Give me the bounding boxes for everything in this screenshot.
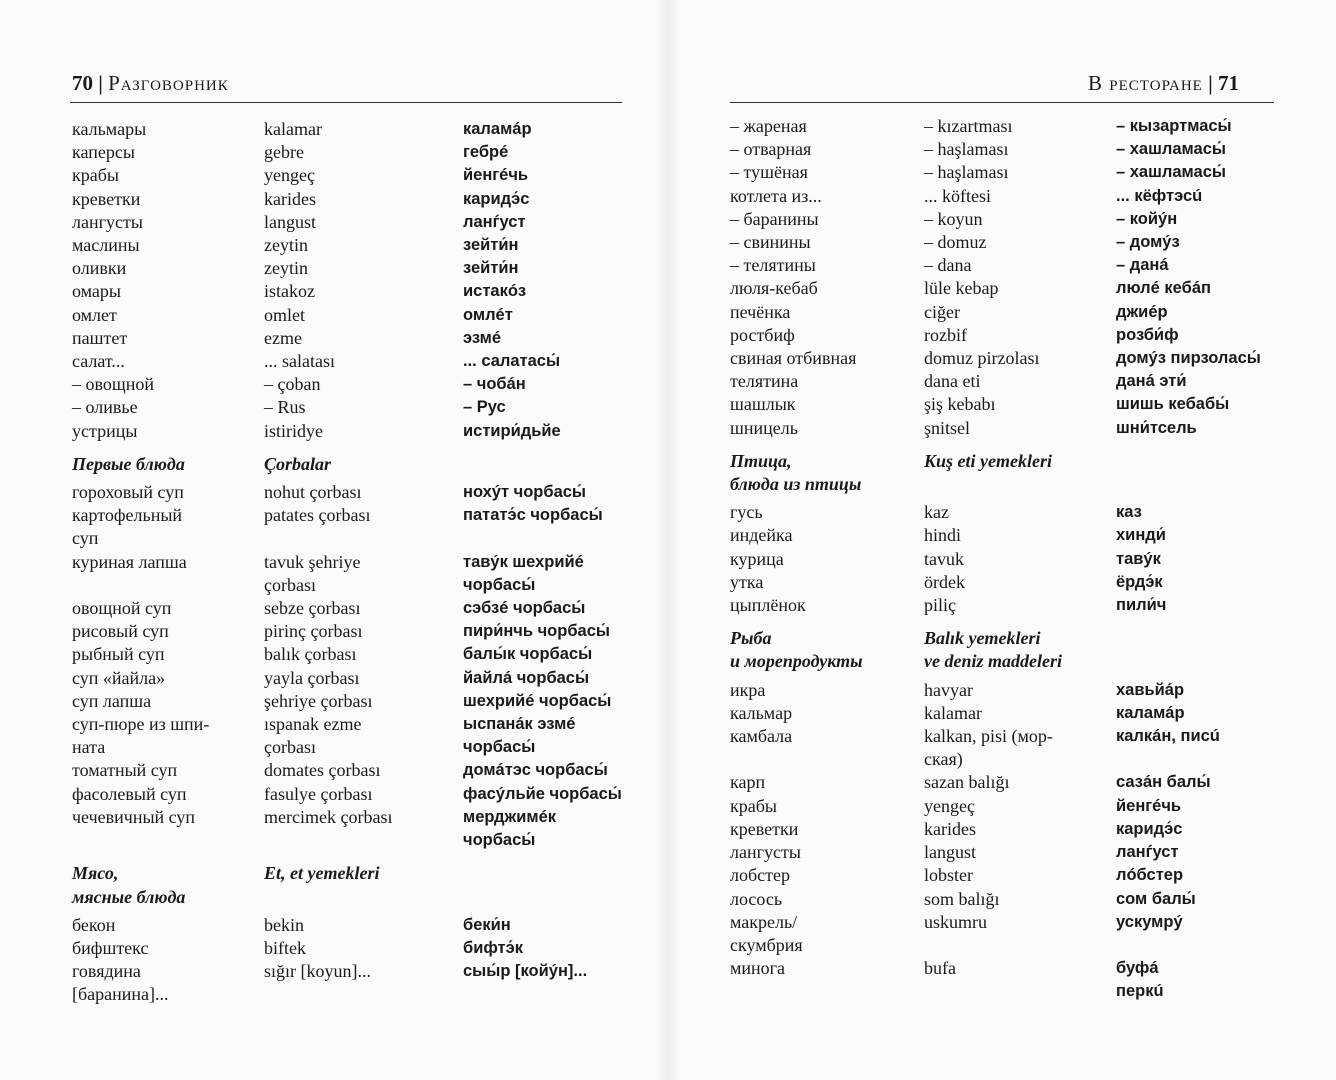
entry-tr: yayla çorbası [264,667,360,688]
right-column-transcription [1116,115,1261,1004]
entry-tr-ru: розби́ф [1116,325,1179,344]
entry-tr: bekin [264,914,304,935]
entry-ru: котлета из... [730,185,822,206]
entry-tr-ru: ланѓуст [1116,843,1179,862]
entry-tr-ru: – домýз [1116,233,1180,252]
section-heading-tr_ru [463,862,622,908]
heading-line: Мясо, [72,863,119,884]
entry-tr-ru: – Рус [463,398,506,417]
entry-ru: картофельный [72,505,183,526]
entry-tr: – çoban [264,374,321,395]
entry-tr: ördek [924,571,965,592]
entry-tr: – domuz [924,232,987,253]
entry-tr: sebze çorbası [264,598,361,619]
entry-tr-ru: йайлá чорбасы́ [463,668,590,687]
entry-tr: bufa [924,958,956,979]
entry-tr: çorbası [264,737,316,758]
left-header-rule [70,102,622,103]
left-page-number: 70 [72,71,93,95]
entry-ru: шашлык [730,394,796,415]
entry-tr-ru: каридэ́с [1116,819,1183,838]
entry-tr: karides [264,188,316,209]
left-column-turkish [264,118,392,1007]
entry-tr: tavuk şehriye [264,551,361,572]
section-heading-tr_ru [1116,450,1261,496]
entry-tr-ru: ... салатасы́ [463,352,561,371]
entry-tr-ru: нохýт чорбасы́ [463,483,587,502]
entry-tr: çorbası [264,574,316,595]
entry-tr: ciğer [924,301,960,322]
entry-tr: ... köftesi [924,185,991,206]
heading-line: Kuş eti yemekleri [924,450,1052,471]
entry-tr-ru: джиéр [1116,302,1168,321]
entry-tr-ru: пири́нчь чорбасы́ [463,622,610,641]
entry-tr-ru: эзмé [463,328,502,347]
right-page-header [1088,70,1239,96]
entry-tr-ru: тавýк шехрийé [463,552,584,571]
entry-tr-ru: шишь кебабы́ [1116,395,1230,414]
entry-ru: омары [72,281,122,302]
right-running-title: В ресторане [1088,71,1203,95]
entry-ru: камбала [730,726,793,747]
entry-ru: суп лапша [72,690,152,711]
entry-tr: istakoz [264,281,315,302]
entry-tr-ru: домáтэс чорбасы́ [463,761,608,780]
entry-ru: гороховый суп [72,482,184,503]
entry-ru: крабы [730,795,777,816]
entry-tr-ru: зейти́н [463,236,519,255]
heading-line: Çorbalar [264,453,332,474]
entry-tr-ru: ... кёфтэсú [1116,186,1203,205]
entry-ru: кальмары [72,119,147,139]
entry-ru: томатный суп [72,760,178,781]
section-heading-ru [730,450,863,496]
entry-ru: – тушёная [730,162,808,183]
entry-tr-ru: сазáн балы́ [1116,773,1211,792]
section-heading-ru [72,453,209,476]
section-heading-ru [730,627,863,673]
entry-tr: domuz pirzolası [924,348,1040,369]
entry-ru: крабы [72,165,119,186]
entry-tr-ru: бифтэ́к [463,938,524,957]
entry-tr-ru: каламáр [1116,703,1185,722]
entry-tr-ru: – данá [1116,256,1169,275]
section-heading-ru [72,862,209,908]
entry-tr: biftek [264,937,306,958]
entry-ru: рисовый суп [72,621,169,642]
entry-tr-ru: буфá [1116,959,1159,978]
heading-line [463,886,622,909]
entry-ru: суп [72,528,99,549]
entry-ru: скумбрия [730,934,803,955]
entry-tr-ru: гебрé [463,143,509,162]
heading-line: мясные блюда [72,886,186,907]
entry-tr-ru: пили́ч [1116,596,1167,615]
entry-tr-ru: калкáн, писú [1116,727,1220,746]
entry-ru: овощной суп [72,598,172,619]
entry-tr: kalamar [924,702,982,723]
entry-ru: ната [72,737,106,758]
entry-ru: маслины [72,235,140,256]
entry-ru: креветки [72,188,141,209]
left-page [0,0,660,1080]
header-separator: | [98,71,103,95]
entry-tr: zeytin [264,235,308,256]
entry-ru: – жареная [730,116,807,136]
entry-tr: havyar [924,679,973,700]
entry-tr-ru [1116,934,1261,957]
entry-ru: – овощной [72,374,155,395]
right-column-russian [730,115,863,1004]
section-heading-tr [924,627,1062,673]
entry-tr-ru: люлé кебáп [1116,279,1211,298]
entry-ru: чечевичный суп [72,806,196,827]
entry-tr-ru: омлéт [463,305,513,324]
entry-ru: – свинины [730,232,811,253]
entry-ru: говядина [72,961,141,982]
entry-tr: – haşlaması [924,162,1009,183]
entry-ru: паштет [72,327,128,348]
entry-tr: sazan balığı [924,772,1010,793]
right-header-rule [730,102,1274,103]
entry-tr-ru: ыспанáк эзмé [463,715,576,734]
entry-tr: ıspanak ezme [264,714,362,735]
heading-line [463,453,622,476]
right-page [676,0,1336,1080]
entry-tr: langust [924,842,976,863]
entry-ru: суп-пюре из шпи- [72,714,210,735]
entry-ru: лосось [730,888,783,909]
section-heading-tr_ru [463,453,622,476]
entry-tr-ru: – чобáн [463,375,526,394]
entry-tr: nohut çorbası [264,482,362,503]
entry-tr: hindi [924,525,962,546]
entry-tr: balık çorbası [264,644,357,665]
entry-tr: şnitsel [924,417,971,438]
entry-ru: бифштекс [72,937,149,958]
entry-ru: курица [730,548,784,569]
section-heading-tr [924,450,1062,496]
entry-tr-ru: ланѓуст [463,212,526,231]
entry-tr: lüle kebap [924,278,999,299]
section-heading-tr [264,862,392,908]
entry-tr-ru: домýз пирзоласы́ [1116,349,1261,368]
entry-ru: минога [730,958,786,979]
entry-tr-ru: каз [1116,503,1142,522]
entry-tr-ru: сом балы́ [1116,889,1196,908]
entry-ru: каперсы [72,142,135,163]
entry-ru: рыбный суп [72,644,165,665]
entry-ru: гусь [730,502,763,523]
entry-tr: dana eti [924,371,981,392]
entry-tr: – Rus [264,397,306,418]
entry-tr: pirinç çorbası [264,621,363,642]
entry-ru: куриная лапша [72,551,187,572]
entry-tr [264,829,392,852]
entry-tr-ru: сыы́р [койýн]... [463,962,588,981]
entry-tr-ru: мерджимéк [463,807,557,826]
entry-tr-ru: данá эти́ [1116,372,1187,391]
entry-tr-ru: – койýн [1116,209,1178,228]
entry-tr: ezme [264,327,302,348]
entry-tr-ru [1116,748,1261,771]
entry-ru: – отварная [730,139,812,160]
entry-tr-ru: балы́к чорбасы́ [463,645,593,664]
heading-line: Рыба [730,628,772,649]
entry-tr-ru: каламáр [463,120,532,138]
heading-line: Balık yemekleri [924,628,1041,649]
entry-ru: телятина [730,371,799,392]
heading-line: Et, et yemekleri [264,863,380,884]
entry-tr: patates çorbası [264,505,371,526]
entry-ru [730,980,863,1003]
entry-ru: суп «йайла» [72,667,166,688]
entry-tr: uskumru [924,911,987,932]
entry-tr-ru: истири́дьйе [463,421,561,440]
entry-tr-ru: – хашламасы́ [1116,140,1226,159]
entry-tr: yengeç [264,165,315,186]
entry-ru: карп [730,772,766,793]
entry-ru: лангусты [72,211,143,232]
entry-tr-ru: – хашламасы́ [1116,163,1226,182]
entry-tr: – haşlaması [924,139,1009,160]
entry-tr [264,983,392,1006]
entry-tr: lobster [924,865,973,886]
entry-tr: istiridye [264,420,323,441]
entry-tr: kaz [924,502,949,523]
entry-tr: omlet [264,304,305,325]
entry-tr-ru: фасýльйе чорбасы́ [463,784,622,803]
entry-tr: rozbif [924,324,967,345]
entry-ru [730,748,863,771]
entry-ru: бекон [72,914,116,935]
entry-tr: sığır [koyun]... [264,961,371,982]
entry-ru: ростбиф [730,324,795,345]
entry-tr-ru [463,983,622,1006]
section-heading-tr [264,453,392,476]
entry-ru: – баранины [730,208,819,229]
entry-tr: kalamar [264,119,322,139]
heading-line [1116,627,1261,650]
entry-ru: лангусты [730,842,801,863]
entry-ru: индейка [730,525,793,546]
entry-tr: – dana [924,255,972,276]
entry-tr-ru: чорбасы́ [463,738,536,757]
entry-tr: – koyun [924,208,983,229]
heading-line [1116,473,1261,496]
entry-ru [72,574,209,597]
entry-tr-ru: беки́н [463,915,511,934]
entry-tr-ru: сэбзé чорбасы́ [463,599,586,618]
left-column-transcription [463,118,622,1007]
section-heading-tr_ru [1116,627,1261,673]
left-running-title: Разговорник [108,71,229,95]
entry-tr [264,527,392,550]
entry-tr-ru: истакóз [463,282,527,301]
entry-ru: икра [730,679,766,700]
entry-tr-ru: чорбасы́ [463,575,536,594]
entry-ru: лобстер [730,865,790,886]
entry-tr: piliç [924,595,956,616]
entry-tr [924,934,1062,957]
entry-ru: печёнка [730,301,791,322]
entry-ru: макрель/ [730,911,798,932]
heading-line: и морепродукты [730,651,863,672]
entry-tr-ru: чорбасы́ [463,831,536,850]
entry-tr: – kızartması [924,116,1013,136]
entry-tr-ru: хавьйáр [1116,680,1185,699]
header-separator: | [1208,71,1213,95]
heading-line: блюда из птицы [730,474,862,495]
left-column-russian [72,118,209,1007]
entry-ru: кальмар [730,702,793,723]
entry-ru: люля-кебаб [730,278,818,299]
entry-tr-ru: зейти́н [463,259,519,278]
entry-tr: gebre [264,142,304,163]
entry-tr: şehriye çorbası [264,690,373,711]
entry-tr: domates çorbası [264,760,381,781]
right-page-number: 71 [1217,71,1239,95]
entry-ru: салат... [72,351,125,372]
heading-line: Первые блюда [72,453,185,474]
heading-line [264,886,392,909]
entry-tr: yengeç [924,795,975,816]
entry-tr-ru: пататэ́с чорбасы́ [463,506,603,525]
entry-ru: – телятины [730,255,816,276]
entry-tr [924,980,1062,1003]
heading-line [1116,450,1261,473]
right-column-turkish [924,115,1062,1004]
entry-ru: креветки [730,818,799,839]
entry-ru: [баранина]... [72,984,169,1005]
entry-tr-ru: – кызартмасы́ [1116,117,1232,135]
entry-tr-ru: ёрдэ́к [1116,572,1163,591]
entry-tr-ru: хинди́ [1116,526,1166,545]
heading-line [1116,650,1261,673]
entry-tr-ru: йенгéчь [463,166,529,185]
entry-tr: şiş kebabı [924,394,996,415]
entry-tr-ru: перкú [1116,982,1164,1001]
entry-ru: утка [730,571,764,592]
entry-tr: karides [924,818,976,839]
entry-tr-ru: ускумрý [1116,912,1183,931]
entry-tr: kalkan, pisi (мор- [924,726,1053,747]
entry-ru: шницель [730,417,798,438]
entry-tr-ru: шни́тсель [1116,418,1197,437]
entry-tr: langust [264,211,316,232]
entry-ru: фасолевый суп [72,783,187,804]
heading-line: ve deniz maddeleri [924,651,1062,672]
entry-ru: – оливье [72,397,138,418]
entry-ru: омлет [72,304,117,325]
entry-ru: оливки [72,258,127,279]
left-page-header [72,70,229,96]
entry-ru: цыплёнок [730,595,806,616]
entry-tr: zeytin [264,258,308,279]
entry-ru: свиная отбивная [730,348,857,369]
heading-line [463,862,622,885]
entry-tr: mercimek çorbası [264,806,393,827]
entry-tr: tavuk [924,548,964,569]
entry-tr-ru: шехрийé чорбасы́ [463,691,612,710]
entry-tr-ru [463,527,622,550]
entry-tr-ru: каридэ́с [463,189,530,208]
heading-line [924,473,1062,496]
entry-tr: som balığı [924,888,1000,909]
entry-tr-ru: лóбстер [1116,866,1184,885]
heading-line: Птица, [730,450,792,471]
entry-ru: устрицы [72,420,138,441]
entry-tr-ru: тавýк [1116,549,1161,568]
entry-tr: ... salatası [264,351,335,372]
entry-tr-ru: йенгéчь [1116,796,1182,815]
entry-tr: ская) [924,749,963,770]
entry-tr: fasulye çorbası [264,783,373,804]
entry-ru [72,829,209,852]
